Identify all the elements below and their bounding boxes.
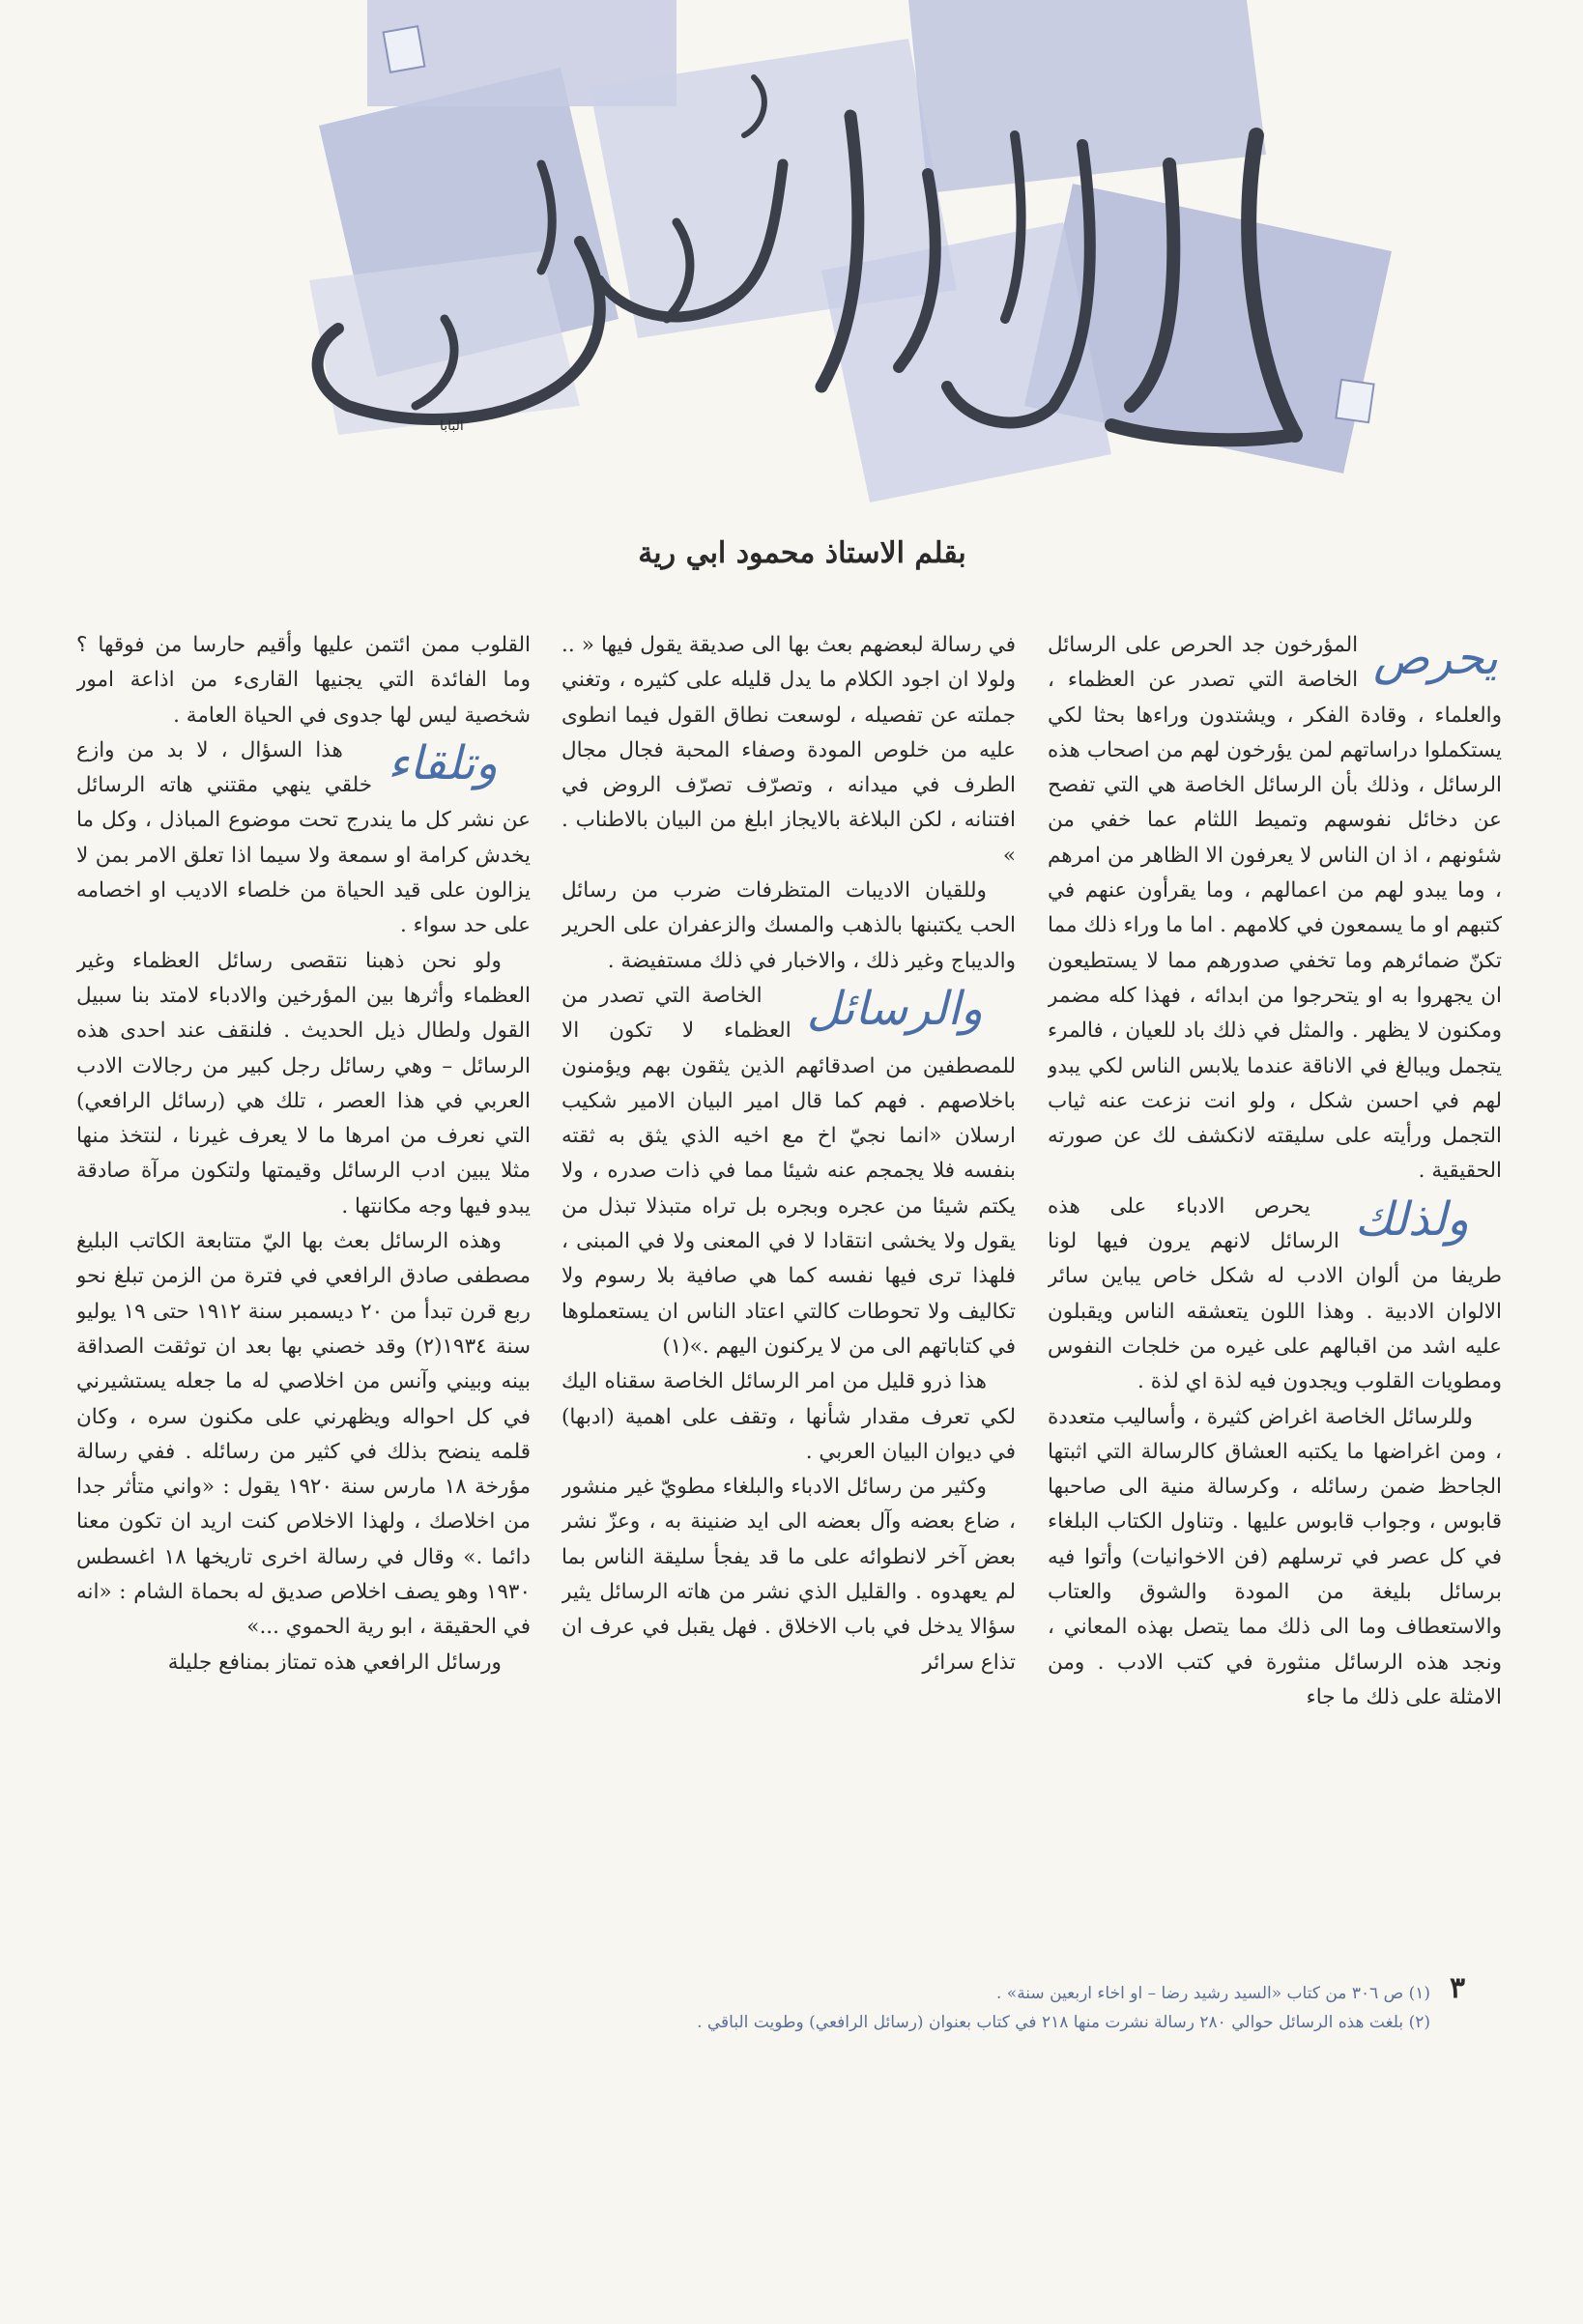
paragraph-text: وللقيان الاديبات المتظرفات ضرب من رسائل الحب يكتبنها بالذهب والمسك والزعفران على الحرير والديباج وغير ذلك ، والاخبار في ذلك مستفيضة . [561, 878, 1016, 973]
paragraph-text: يحرص الادباء على هذه الرسائل لانهم يرون فيها لونا طريفا من ألوان الادب له شكل خاص يباين سائر الالوان الادبية . وهذا اللون يتعشقه الناس ويقبلون عليه اشد من اقبالهم على غيره من خلجات النفوس ومطويات القلوب ويجدون فيه لذة اي لذة . [1048, 1193, 1502, 1394]
stamp-2 [1336, 380, 1373, 422]
paragraph-text: في رسالة لبعضهم بعث بها الى صديقة يقول فيها « .. ولولا ان اجود الكلام ما يدل قليله على كثيره ، وتغني جملته عن تفصيله ، لوسعت نطاق القول فيما انطوى عليه من خلوص المودة وصفاء المحبة فجال مجال الطرف في ميدانه ، وتصرّف تصرّف الروض في افتنانه ، لكن البلاغة بالايجاز ابلغ من البيان بالاطناب . » [561, 633, 1016, 868]
paragraph [561, 874, 1016, 979]
paragraph [76, 733, 531, 944]
paragraph [76, 1646, 531, 1680]
paragraph-text: وكثير من رسائل الادباء والبلغاء مطويّ غير منشور ، ضاع بعضه وآل بعضه الى ايد ضنينة به ، وعزّ نشر بعض آخر لانطوائه على ما قد يفجأ سليقة الناس بما لم يعهدوه . والقليل الذي نشر من هاته الرسائل يثير سؤالا يدخل في باب الاخلاق . فهل يقبل في عرف ان تذاع سرائر [561, 1475, 1016, 1675]
paragraph-text: الخاصة التي تصدر من العظماء لا تكون الا للمصطفين من اصدقائهم الذين يثقون بهم ويؤمنون باخلاصهم . فهم كما قال امير البيان الامير شكيب ارسلان «انما نجيّ اخ مع اخيه الذي يثق به ثقته بنفسه فلا يجمجم عنه شيئا مما في ذات صدره ، ولا يكتم شيئا من عجره وبجره بل تراه متبذلا تبذل من يقول ولا يخشى انتقادا لا في المعنى ولا في المبنى ، فلهذا ترى فيها نفسه كما هي صافية بلا رسوم ولا تكاليف ولا تحوطات كالتي اعتاد الناس ان يستعملوها في كتاباتهم الى من لا يركنون اليهم .»(١) [561, 983, 1016, 1359]
paragraph-text: هذا السؤال ، لا بد من وازع خلقي ينهي مقتني هاته الرسائل عن نشر كل ما يندرج تحت موضوع المباذل ، وكل ما يخدش كرامة او سمعة ولا سيما اذا تعلق الامر بمن لا يزالون على قيد الحياة من خلصاء الاديب او اخصامه على حد سواء . [76, 737, 531, 938]
dropcap: وتلقاء [388, 735, 498, 790]
artist-signature: البابا [440, 418, 464, 434]
paragraph-text: هذا ذرو قليل من امر الرسائل الخاصة سقناه اليك لكي تعرف مقدار شأنها ، وتقف على اهمية (ادبها) في ديوان البيان العربي . [561, 1369, 1016, 1464]
column-right [1048, 628, 1502, 2324]
paragraph [561, 628, 1016, 874]
paragraph [561, 979, 1016, 1364]
column-left [76, 628, 531, 2324]
paragraph [76, 1224, 531, 1646]
paragraph-text: القلوب ممن ائتمن عليها وأقيم حارسا من فوقها ؟ وما الفائدة التي يجنيها القارىء من اذاعة امور شخصية ليس لها جدوى في الحياة العامة . [76, 633, 531, 728]
paragraph [1048, 628, 1502, 1190]
paragraph [561, 1470, 1016, 1680]
paragraph [1048, 1400, 1502, 1716]
dropcap: ولذلك [1354, 1191, 1469, 1247]
paragraph-text: وللرسائل الخاصة اغراض كثيرة ، وأساليب متعددة ، ومن اغراضها ما يكتبه العشاق كالرسالة التي اثبتها الجاحظ ضمن رسائله ، وكرسالة منية الى صاحبها قابوس ، وجواب قابوس عليها . وتناول الكتاب البلغاء في كل عصر في ترسلهم (فن الاخوانيات) وأتوا فيه برسائل بليغة من المودة والشوق والعتاب والاستعطاف وما الى ذلك مما يتصل بهذه المعاني ، ونجد هذه الرسائل منثورة في كتب الادب . ومن الامثلة على ذلك ما جاء [1048, 1404, 1502, 1709]
paragraph [76, 628, 531, 733]
footnote: (١) ص ٣٠٦ من كتاب «السيد رشيد رضا – او اخاء اربعين سنة» . [995, 1984, 1430, 2003]
envelope-6 [821, 222, 1111, 502]
paragraph [76, 944, 531, 1224]
paragraph-text: المؤرخون جد الحرص على الرسائل الخاصة التي تصدر عن العظماء ، والعلماء ، وقادة الفكر ، ويشتدون وراءها بحثا لكي يستكملوا دراساتهم لمن يؤرخون لهم من اصحاب هذه الرسائل ، وذلك بأن الرسائل الخاصة هي التي تفصح عن دخائل نفوسهم وتميط اللثام عما خفي من شئونهم ، اذ ان الناس لا يعرفون الا الظاهر من امرهم ، وما يبدو لهم من اعمالهم ، وما يقرأون عنهم في كتبهم او ما يسمعون في كلامهم . اما ما وراء ذلك مما تكنّ ضمائرهم وما تخفي صدورهم مما لا يستطيعون ان يجهروا به او يتحرجوا من ابدائه ، فهذا كله مضمر ومكنون لا يظهر . والمثل في ذلك باد للعيان ، فالمرء يتجمل ويبالغ في الاناقة عندما يلابس الناس لكي يبدو لهم في احسن شكل ، ولو انت نزعت عنه ثياب التجمل ورأيته على سليقته لانكشف لك عن صورته الحقيقية . [1048, 633, 1502, 1184]
paragraph-text: ولو نحن ذهبنا نتقصى رسائل العظماء وغير العظماء وأثرها بين المؤرخين والادباء لامتد بنا سبيل القول ولطال ذيل الحديث . فلنقف عند احدى هذه الرسائل – وهي رسائل رجل كبير من رجالات الادب العربي في هذا العصر ، تلك هي (رسائل الرافعي) التي نعرف من امرها ما لا يعرف غيرنا ، لنتخذ منها مثلا يبين ادب الرسائل وقيمتها ولتكون مرآة صادقة يبدو فيها وجه مكانتها . [76, 948, 531, 1219]
header-artwork [0, 0, 1583, 541]
stamp-1 [384, 26, 425, 72]
page-number: ٣ [1450, 1971, 1466, 2005]
footnotes [290, 1979, 1430, 2037]
paragraph [1048, 1190, 1502, 1400]
envelope-shapes [309, 0, 1392, 502]
paragraph [561, 1364, 1016, 1470]
dropcap: يحرص [1373, 631, 1498, 685]
paragraph-text: وهذه الرسائل بعث بها اليّ متتابعة الكاتب البليغ مصطفى صادق الرافعي في فترة من الزمن تبلغ نحو ربع قرن تبدأ من ٢٠ ديسمبر سنة ١٩١٢ حتى ١٩ يوليو سنة ١٩٣٤(٢) وقد خصني بها بعد ان توثقت الصداقة بينه وبيني وآنس من اخلاصي له ما جعله يستشيرني في كل احواله ويظهرني على مكنون سره ، وكان قلمه ينضح بذلك في كثير من رسائله . ففي رسالة مؤرخة ١٨ مارس سنة ١٩٢٠ يقول : «واني متأثر جدا من اخلاصك ، ولهذا الاخلاص كنت اريد ان تكون معنا دائما .» وقال في رسالة اخرى تاريخها ١٨ اغسطس ١٩٣٠ وهو يصف اخلاص صديق له بحماة الشام : «انه في الحقيقة ، ابو رية الحموي ...» [76, 1229, 531, 1640]
footnote: (٢) بلغت هذه الرسائل حوالي ٢٨٠ رسالة نشرت منها ٢١٨ في كتاب بعنوان (رسائل الرافعي) وطويت الباقي . [697, 2013, 1430, 2032]
paragraph-text: ورسائل الرافعي هذه تمتاز بمنافع جليلة [167, 1650, 502, 1675]
column-middle [561, 628, 1016, 2324]
byline: بقلم الاستاذ محمود ابي رية [638, 536, 966, 570]
dropcap: والرسائل [806, 981, 983, 1036]
